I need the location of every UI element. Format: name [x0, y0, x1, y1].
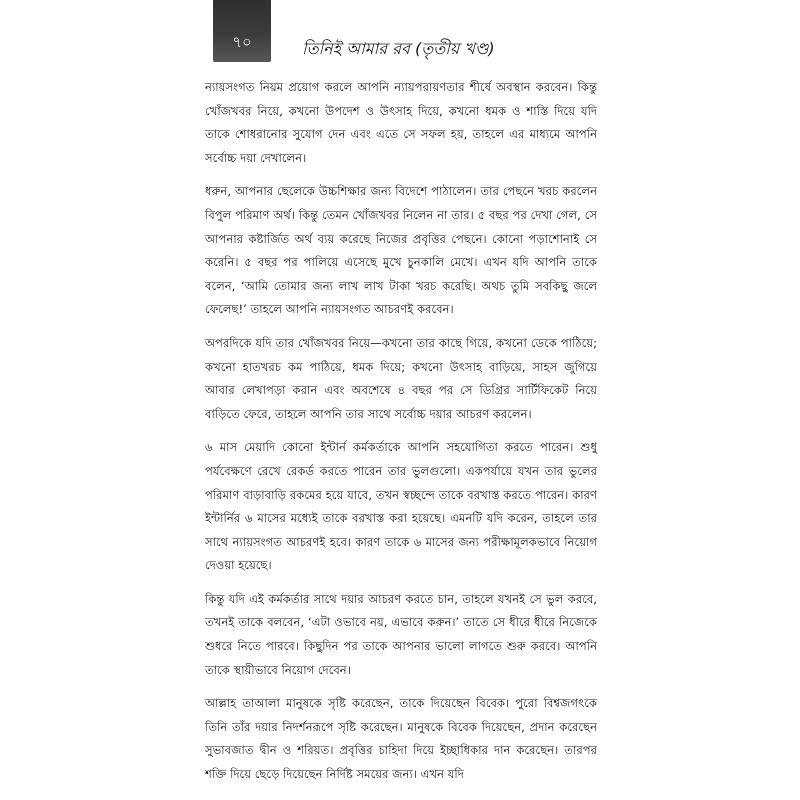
paragraph-4: ৬ মাস মেয়াদি কোনো ইন্টার্ন কর্মকর্তাকে আপনি সহযোগিতা করতে পারেন। শুধু পর্যবেক্ষণে রেখে রেকর্ড করতে পারেন তার ভুলগুলো। একপর্যায়ে যখন তার ভুলের পরিমাণ বাড়াবাড়ি রকমের হয়ে যাবে, তখন স্বচ্ছন্দে তাকে বরখাস্ত করতে পারেন। কারণ ইন্টার্নির ৬ মাসের মধ্যেই তাকে বরখাস্ত করা হয়েছে। এমনটি যদি করেন, তাহলে তার সাথে ন্যায়সংগত আচরণই হবে। কারণ তাকে ৬ মাসের জন্য পরীক্ষামূলকভাবে নিয়োগ দেওয়া হয়েছে। — [205, 440, 597, 573]
page-number-tab — [213, 0, 271, 62]
paragraph-1: ন্যায়সংগত নিয়ম প্রয়োগ করলে আপনি ন্যায়পরায়ণতার শীর্ষে অবস্থান করবেন। কিন্তু খোঁজখবর নিয়ে, কখনো উপদেশ ও উৎসাহ দিয়ে, কখনো ধমক ও শাস্তি দিয়ে যদি তাকে শোধরানোর সুযোগ দেন এবং এতে সে সফল হয়, তাহলে এর মাধ্যমে আপনি সর্বোচ্চ দয়া দেখালেন। — [205, 80, 597, 165]
paragraph-2: ধরুন, আপনার ছেলেকে উচ্চশিক্ষার জন্য বিদেশে পাঠালেন। তার পেছনে খরচ করলেন বিপুল পরিমাণ অর্থ। কিন্তু তেমন খোঁজখবর নিলেন না তার। ৫ বছর পর দেখা গেল, সে আপনার কষ্টার্জিত অর্থ ব্যয় করেছে নিজের প্রবৃত্তির পেছনে। কোনো পড়াশোনাই সে করেনি। ৫ বছর পর পালিয়ে এসেছে মুখে চুনকালি মেখে। এখন যদি আপনি তাকে বলেন, ‘আমি তোমার জন্য লাখ লাখ টাকা খরচ করেছি। অথচ তুমি সবকিছু জলে ফেলেছ!’ তাহলে আপনি ন্যায়সংগত আচরণই করবেন। — [205, 184, 597, 317]
page-number: ৭০ — [232, 33, 252, 51]
paragraph-5: কিন্তু যদি এই কর্মকর্তার সাথে দয়ার আচরণ করতে চান, তাহলে যখনই সে ভুল করবে, তখনই তাকে বলবেন, ‘এটা ওভাবে নয়, এভাবে করুন।’ তাতে সে ধীরে ধীরে নিজেকে শুধরে নিতে পারবে। কিছুদিন পর তাকে আপনার ভালো লাগতে শুরু করবে। আপনি তাকে স্থায়ীভাবে নিয়োগ দেবেন। — [205, 591, 597, 677]
paragraph-6: আল্লাহ তাআলা মানুষকে সৃষ্টি করেছেন, তাকে দিয়েছেন বিবেক। পুরো বিশ্বজগৎকে তিনি তাঁর দয়ার নিদর্শনরূপে সৃষ্টি করেছেন। মানুষকে বিবেক দিয়েছেন, প্রদান করেছেন সুভাবজাত দ্বীন ও শরিয়ত। প্রবৃত্তির চাহিদা দিয়ে ইচ্ছাধিকার দান করেছেন। তারপর শক্তি দিয়ে ছেড়ে দিয়েছেন নির্দিষ্ট সময়ের জন্য। এখন যদি — [205, 696, 597, 782]
body-text — [205, 76, 597, 787]
running-title: তিনিই আমার রব (তৃতীয় খণ্ড) — [302, 39, 495, 58]
paragraph-3: অপরদিকে যদি তার খোঁজখবর নিয়ে—কখনো তার কাছে গিয়ে, কখনো ডেকে পাঠিয়ে; কখনো হাতখরচ কম পাঠিয়ে, ধমক দিয়ে; কখনো উৎসাহ বাড়িয়ে, সাহস জুগিয়ে আবার লেখাপড়া করান এবং অবশেষে ৪ বছর পর সে ডিগ্রির সার্টিফিকেট নিয়ে বাড়িতে ফেরে, তাহলে আপনি তার সাথে সর্বোচ্চ দয়ার আচরণ করলেন। — [205, 335, 597, 421]
